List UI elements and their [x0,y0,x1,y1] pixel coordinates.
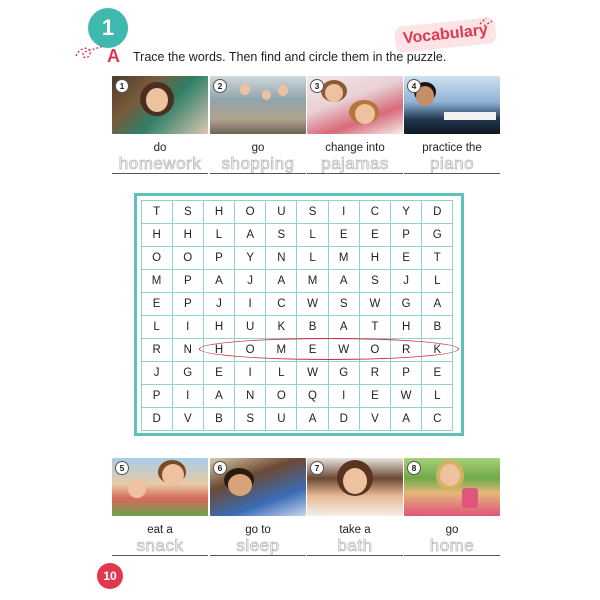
card-number: 2 [213,79,227,93]
puzzle-cell[interactable]: R [359,361,391,385]
vocab-card-8 [404,458,500,556]
puzzle-cell[interactable]: L [296,246,328,270]
puzzle-cell[interactable]: S [265,223,297,247]
puzzle-cell[interactable]: N [172,338,204,362]
puzzle-cell[interactable]: D [328,407,360,431]
puzzle-cell[interactable]: M [296,269,328,293]
puzzle-cell[interactable]: S [172,200,204,224]
photo-girls-in-pajamas [307,76,403,134]
trace-word-field[interactable]: home [404,537,500,556]
trace-word-field[interactable]: homework [112,155,208,174]
circled-word-homework [199,338,459,360]
puzzle-cell[interactable]: N [265,246,297,270]
puzzle-cell[interactable]: V [359,407,391,431]
puzzle-cell[interactable]: W [296,361,328,385]
puzzle-cell[interactable]: P [390,361,422,385]
vocab-card-5 [112,458,208,556]
page-number: 10 [97,563,123,589]
puzzle-cell[interactable]: N [234,384,266,408]
puzzle-cell[interactable]: L [265,361,297,385]
photo-girl-doing-homework [112,76,208,134]
puzzle-cell[interactable]: E [359,384,391,408]
puzzle-cell[interactable]: W [390,384,422,408]
vocab-card-2 [210,76,306,174]
puzzle-cell[interactable]: H [359,246,391,270]
puzzle-cell[interactable]: A [203,269,235,293]
puzzle-cell[interactable]: P [203,246,235,270]
card-number: 8 [407,461,421,475]
card-phrase: take a [339,524,371,536]
puzzle-cell[interactable]: J [141,361,173,385]
puzzle-cell[interactable]: L [296,223,328,247]
photo-girl-taking-bath [307,458,403,516]
puzzle-cell[interactable]: G [172,361,204,385]
puzzle-cell[interactable]: O [265,384,297,408]
puzzle-cell[interactable]: R [141,338,173,362]
puzzle-cell[interactable]: A [328,269,360,293]
puzzle-cell[interactable]: C [265,292,297,316]
puzzle-cell[interactable]: I [172,384,204,408]
puzzle-cell[interactable]: T [141,200,173,224]
puzzle-cell[interactable]: L [141,315,173,339]
puzzle-cell[interactable]: L [421,269,453,293]
puzzle-cell[interactable]: E [141,292,173,316]
puzzle-cell[interactable]: Y [234,246,266,270]
puzzle-cell[interactable]: S [359,269,391,293]
puzzle-cell[interactable]: C [359,200,391,224]
puzzle-cell[interactable]: A [265,269,297,293]
vocab-card-4 [404,76,500,174]
vocab-card-3 [307,76,403,174]
puzzle-cell[interactable]: A [234,223,266,247]
card-phrase: eat a [147,524,173,536]
trace-word-field[interactable]: piano [404,155,500,174]
vocab-card-1 [112,76,208,174]
trace-word-field[interactable]: snack [112,537,208,556]
puzzle-cell[interactable]: O [359,338,391,362]
puzzle-cell[interactable]: P [172,269,204,293]
puzzle-cell[interactable]: O [234,200,266,224]
puzzle-cell[interactable]: U [234,315,266,339]
card-phrase: go to [245,524,271,536]
puzzle-cell[interactable]: E [328,223,360,247]
puzzle-cell[interactable]: S [296,200,328,224]
card-number: 4 [407,79,421,93]
puzzle-cell[interactable]: B [296,315,328,339]
puzzle-cell[interactable]: P [141,384,173,408]
puzzle-cell[interactable]: G [390,292,422,316]
puzzle-cell[interactable]: K [265,315,297,339]
puzzle-cell[interactable]: W [359,292,391,316]
trace-word-field[interactable]: sleep [210,537,306,556]
puzzle-cell[interactable]: C [421,407,453,431]
puzzle-cell[interactable]: A [328,315,360,339]
puzzle-cell[interactable]: E [203,361,235,385]
puzzle-cell[interactable]: B [203,407,235,431]
trace-word-field[interactable]: bath [307,537,403,556]
puzzle-cell[interactable]: V [172,407,204,431]
puzzle-cell[interactable]: G [421,223,453,247]
puzzle-cell[interactable]: O [234,338,266,362]
puzzle-cell[interactable]: H [203,315,235,339]
puzzle-cell[interactable]: J [390,269,422,293]
vocabulary-label: Vocabulary [394,17,497,53]
puzzle-cell[interactable]: I [172,315,204,339]
puzzle-cell[interactable]: A [390,407,422,431]
sparkle-icon [478,12,494,28]
puzzle-cell[interactable]: I [234,292,266,316]
photo-girl-going-home [404,458,500,516]
card-number: 5 [115,461,129,475]
puzzle-cell[interactable]: S [234,407,266,431]
puzzle-cell[interactable]: W [328,338,360,362]
trace-word-field[interactable]: shopping [210,155,306,174]
photo-family-shopping [210,76,306,134]
puzzle-cell[interactable]: R [390,338,422,362]
puzzle-cell[interactable]: H [390,315,422,339]
puzzle-cell[interactable]: P [172,292,204,316]
word-search-puzzle [134,193,464,436]
puzzle-cell[interactable]: J [234,269,266,293]
puzzle-cell[interactable]: H [141,223,173,247]
photo-boy-playing-piano [404,76,500,134]
card-number: 6 [213,461,227,475]
instruction-text: Trace the words. Then find and circle them in the puzzle. [133,50,447,64]
puzzle-cell[interactable]: M [141,269,173,293]
puzzle-cell[interactable]: A [296,407,328,431]
puzzle-cell[interactable]: G [328,361,360,385]
puzzle-cell[interactable]: M [328,246,360,270]
puzzle-cell[interactable]: D [141,407,173,431]
puzzle-cell[interactable]: I [234,361,266,385]
puzzle-cell[interactable]: Q [296,384,328,408]
puzzle-cell[interactable]: U [265,407,297,431]
section-letter: A [107,46,120,66]
puzzle-cell[interactable]: M [265,338,297,362]
vocab-card-7 [307,458,403,556]
card-phrase: go [445,524,459,536]
card-phrase: change into [325,142,385,154]
puzzle-cell[interactable]: H [172,223,204,247]
vocab-card-6 [210,458,306,556]
photo-boy-sleeping [210,458,306,516]
puzzle-cell[interactable]: Y [390,200,422,224]
puzzle-cell[interactable]: I [328,200,360,224]
puzzle-cell[interactable]: T [421,246,453,270]
card-phrase: do [153,142,167,154]
puzzle-cell[interactable]: J [203,292,235,316]
puzzle-cell[interactable]: E [296,338,328,362]
card-number: 7 [310,461,324,475]
puzzle-cell[interactable]: E [421,361,453,385]
card-phrase: go [251,142,265,154]
puzzle-cell[interactable]: O [141,246,173,270]
puzzle-cell[interactable]: U [265,200,297,224]
puzzle-cell[interactable]: H [203,338,235,362]
puzzle-cell[interactable]: I [328,384,360,408]
puzzle-cell[interactable]: E [359,223,391,247]
unit-number-badge: 1 [88,8,128,48]
puzzle-cell[interactable]: K [421,338,453,362]
puzzle-cell[interactable]: E [390,246,422,270]
card-number: 3 [310,79,324,93]
puzzle-cell[interactable]: P [390,223,422,247]
puzzle-grid [141,200,453,431]
swirl-arrow-icon [74,42,108,64]
puzzle-cell[interactable]: S [328,292,360,316]
puzzle-cell[interactable]: A [203,384,235,408]
puzzle-cell[interactable]: L [203,223,235,247]
photo-kids-eating-snack [112,458,208,516]
puzzle-cell[interactable]: B [421,315,453,339]
puzzle-cell[interactable]: H [203,200,235,224]
puzzle-cell[interactable]: L [421,384,453,408]
puzzle-cell[interactable]: T [359,315,391,339]
trace-word-field[interactable]: pajamas [307,155,403,174]
puzzle-cell[interactable]: O [172,246,204,270]
card-phrase: practice the [422,142,482,154]
card-number: 1 [115,79,129,93]
puzzle-cell[interactable]: A [421,292,453,316]
puzzle-cell[interactable]: D [421,200,453,224]
puzzle-cell[interactable]: W [296,292,328,316]
